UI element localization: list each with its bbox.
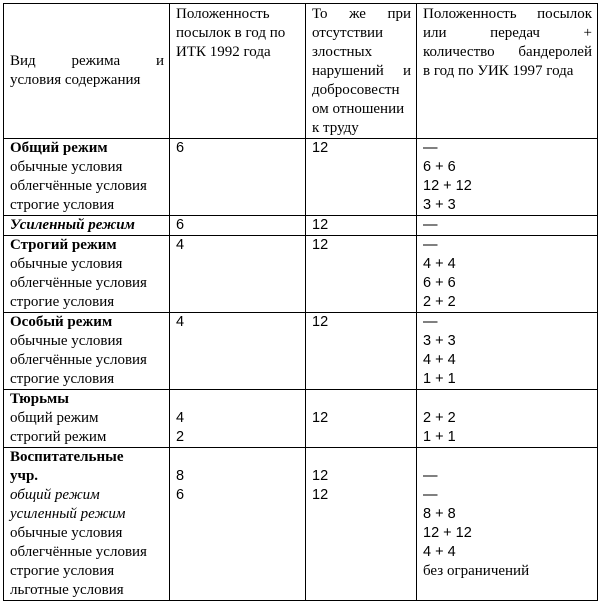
value: 3 + 3 [423, 333, 456, 349]
value: 6 [176, 140, 185, 156]
value: без ограничений [423, 563, 530, 579]
value: 1 + 1 [423, 371, 456, 387]
header-line: ИТК 1992 года [176, 44, 271, 60]
value: — [423, 217, 438, 233]
value: 2 + 2 [423, 294, 456, 310]
blank-line [312, 448, 411, 467]
header-word: Вид [10, 53, 36, 69]
header-word: передач [490, 25, 540, 41]
regime-title: Тюрьмы [10, 391, 69, 407]
value: — [423, 314, 438, 330]
value: 6 + 6 [423, 159, 456, 175]
regime-parcels-table [3, 3, 598, 601]
itk-1992-cell [170, 390, 306, 448]
header-word: нарушений [312, 63, 384, 79]
itk-1992-cell [170, 139, 306, 216]
regime-cell [4, 448, 170, 601]
table-row-general-regime [4, 139, 598, 216]
table-row-prisons [4, 390, 598, 448]
regime-cell [4, 139, 170, 216]
value: 12 [312, 487, 329, 503]
sub-regime-label: усиленный режим [10, 506, 126, 522]
value: 2 + 2 [423, 410, 456, 426]
header-word: отсутствии [312, 25, 384, 41]
header-line: условия содержания [10, 72, 141, 88]
value: 4 + 4 [423, 352, 456, 368]
value: 1 + 1 [423, 429, 456, 445]
condition-label: строгие условия [10, 294, 115, 310]
condition-label: облегчённые условия [10, 178, 147, 194]
condition-label: строгие условия [10, 563, 115, 579]
condition-label: облегчённые условия [10, 352, 147, 368]
value: 12 [312, 468, 329, 484]
value: — [423, 487, 438, 503]
value: — [423, 468, 438, 484]
regime-cell [4, 216, 170, 236]
regime-cell [4, 390, 170, 448]
header-row [4, 4, 598, 139]
value: 4 [176, 314, 185, 330]
table-row-reinforced-regime [4, 216, 598, 236]
value: 8 + 8 [423, 506, 456, 522]
condition-label: облегчённые условия [10, 544, 147, 560]
table-row-strict-regime [4, 236, 598, 313]
header-word: при [387, 6, 411, 22]
header-word: ом отношении [312, 101, 405, 117]
value: 12 [312, 410, 329, 426]
uik-1997-cell [417, 216, 598, 236]
value: 12 + 12 [423, 178, 472, 194]
regime-title: Воспитательные [10, 449, 124, 465]
uik-1997-cell [417, 448, 598, 601]
condition-label: облегчённые условия [10, 275, 147, 291]
blank-line [423, 390, 592, 409]
header-word: в год по УИК 1997 года [423, 63, 574, 79]
value: 12 [312, 237, 329, 253]
header-line: Положенность [176, 6, 270, 22]
header-line: посылок в год по [176, 25, 286, 41]
condition-label: строгий режим [10, 429, 107, 445]
header-itk-1992 [170, 4, 306, 139]
header-word: или [423, 25, 447, 41]
header-word: посылок [537, 6, 592, 22]
condition-label: общий режим [10, 410, 99, 426]
itk-1992-cell [170, 216, 306, 236]
value: 12 [312, 314, 329, 330]
condition-label: льготные условия [10, 582, 124, 598]
good-conduct-cell [306, 236, 417, 313]
condition-label: обычные условия [10, 525, 123, 541]
value: 4 [176, 237, 185, 253]
condition-label: строгие условия [10, 197, 115, 213]
header-word: к труду [312, 120, 359, 136]
condition-label: обычные условия [10, 333, 123, 349]
uik-1997-cell [417, 313, 598, 390]
good-conduct-cell [306, 448, 417, 601]
header-uik-1997 [417, 4, 598, 139]
header-word: же [349, 6, 366, 22]
regime-title: учр. [10, 468, 39, 484]
regime-cell [4, 313, 170, 390]
header-word: + [583, 25, 592, 41]
table-row-educational-institutions [4, 448, 598, 601]
table-row-special-regime [4, 313, 598, 390]
header-word: злостных [312, 44, 373, 60]
value: 4 [176, 410, 185, 426]
condition-label: обычные условия [10, 256, 123, 272]
header-word: добросовестн [312, 82, 400, 98]
itk-1992-cell [170, 236, 306, 313]
header-word: и [402, 63, 411, 79]
header-good-conduct [306, 4, 417, 139]
itk-1992-cell [170, 448, 306, 601]
itk-1992-cell [170, 313, 306, 390]
regime-title: Усиленный режим [10, 217, 135, 233]
value: 2 [176, 429, 185, 445]
uik-1997-cell [417, 390, 598, 448]
header-word: То [312, 6, 328, 22]
header-word: бандеролей [518, 44, 592, 60]
regime-title: Строгий режим [10, 237, 117, 253]
regime-title: Общий режим [10, 140, 108, 156]
header-word: режима [71, 53, 121, 69]
blank-line [176, 390, 300, 409]
sub-regime-label: общий режим [10, 487, 100, 503]
value: 4 + 4 [423, 544, 456, 560]
uik-1997-cell [417, 236, 598, 313]
value: 3 + 3 [423, 197, 456, 213]
regime-cell [4, 236, 170, 313]
value: 6 [176, 217, 185, 233]
regime-title: Особый режим [10, 314, 113, 330]
value: 8 [176, 468, 185, 484]
uik-1997-cell [417, 139, 598, 216]
value: 4 + 4 [423, 256, 456, 272]
condition-label: строгие условия [10, 371, 115, 387]
value: — [423, 237, 438, 253]
good-conduct-cell [306, 216, 417, 236]
header-word: Положенность [423, 6, 517, 22]
blank-line [312, 390, 411, 409]
value: 6 + 6 [423, 275, 456, 291]
value: 12 [312, 217, 329, 233]
value: 12 [312, 140, 329, 156]
blank-line [176, 448, 300, 467]
good-conduct-cell [306, 139, 417, 216]
header-word: и [155, 53, 164, 69]
header-word: количество [423, 44, 495, 60]
header-regime-type [4, 4, 170, 139]
value: 6 [176, 487, 185, 503]
value: 12 + 12 [423, 525, 472, 541]
condition-label: обычные условия [10, 159, 123, 175]
good-conduct-cell [306, 313, 417, 390]
value: — [423, 140, 438, 156]
good-conduct-cell [306, 390, 417, 448]
blank-line [423, 448, 592, 467]
